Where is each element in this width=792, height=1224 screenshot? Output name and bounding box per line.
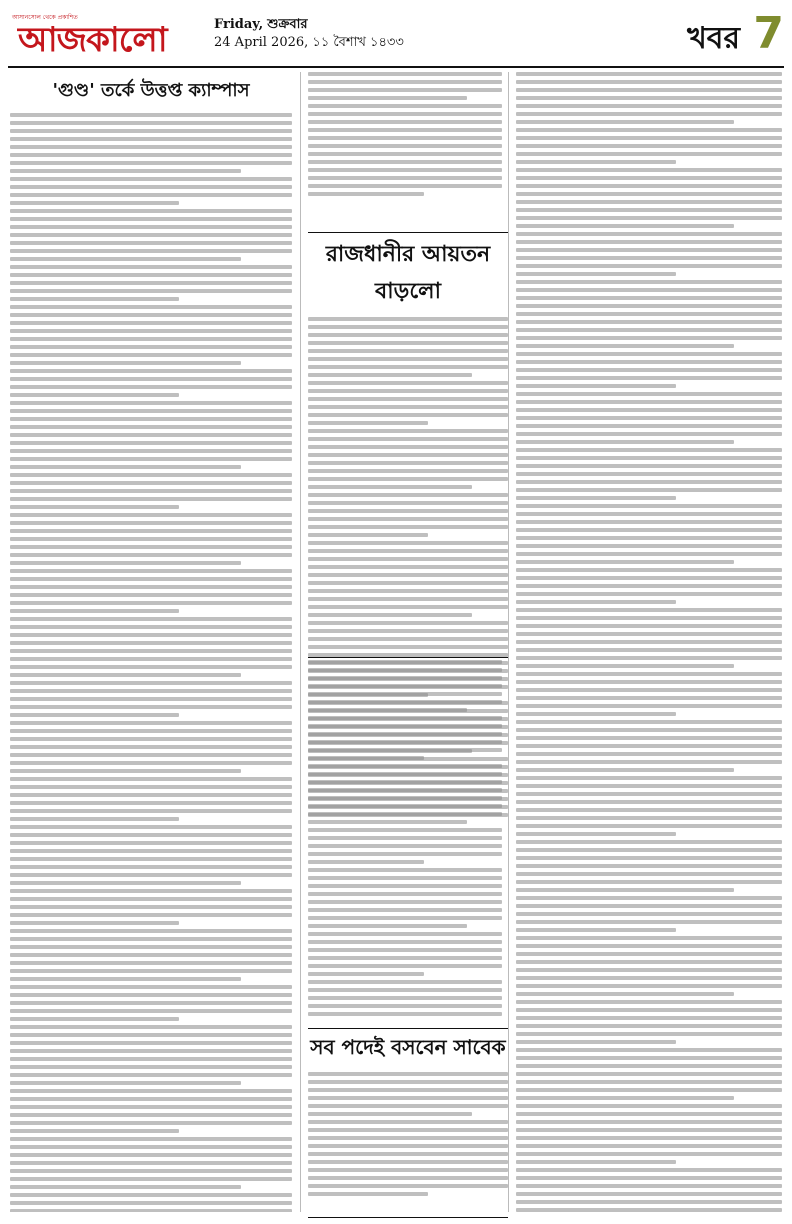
- day-english: Friday,: [214, 17, 264, 32]
- article-senior: [308, 1028, 508, 1218]
- logo-text: আজকালো: [18, 20, 167, 56]
- article-body: [308, 72, 502, 196]
- page-number: 7: [753, 8, 784, 59]
- headline-campus: 'গুণ্ড' তর্কে উত্তপ্ত ক্যাম্পাস: [52, 80, 250, 101]
- article-body: [308, 1072, 508, 1196]
- article-campus-continued: [308, 72, 502, 212]
- article-capital-continued: [308, 660, 502, 1020]
- article-body: [308, 660, 502, 1020]
- day-bengali: শুক্রবার: [267, 17, 308, 32]
- column-divider: [300, 72, 301, 1212]
- article-right-column: [516, 72, 782, 1212]
- article-body: [10, 113, 292, 1212]
- section-title: খবর: [687, 21, 740, 56]
- issue-date: 24 April 2026, ১১ বৈশাখ ১৪৩৩: [214, 35, 404, 50]
- column-divider: [508, 72, 509, 1212]
- article-campus: [10, 72, 292, 1212]
- article-capital: [308, 232, 508, 658]
- masthead: [8, 6, 784, 68]
- headline-capital: রাজধানীর আয়তন বাড়লো: [325, 242, 491, 304]
- logo-tagline: আসানসোল থেকে প্রকাশিত: [12, 14, 78, 21]
- headline-senior: সব পদেই বসবেন সাবেক: [310, 1035, 506, 1059]
- newspaper-logo: [8, 12, 204, 56]
- dateline: [214, 16, 464, 52]
- article-body: [516, 72, 782, 1212]
